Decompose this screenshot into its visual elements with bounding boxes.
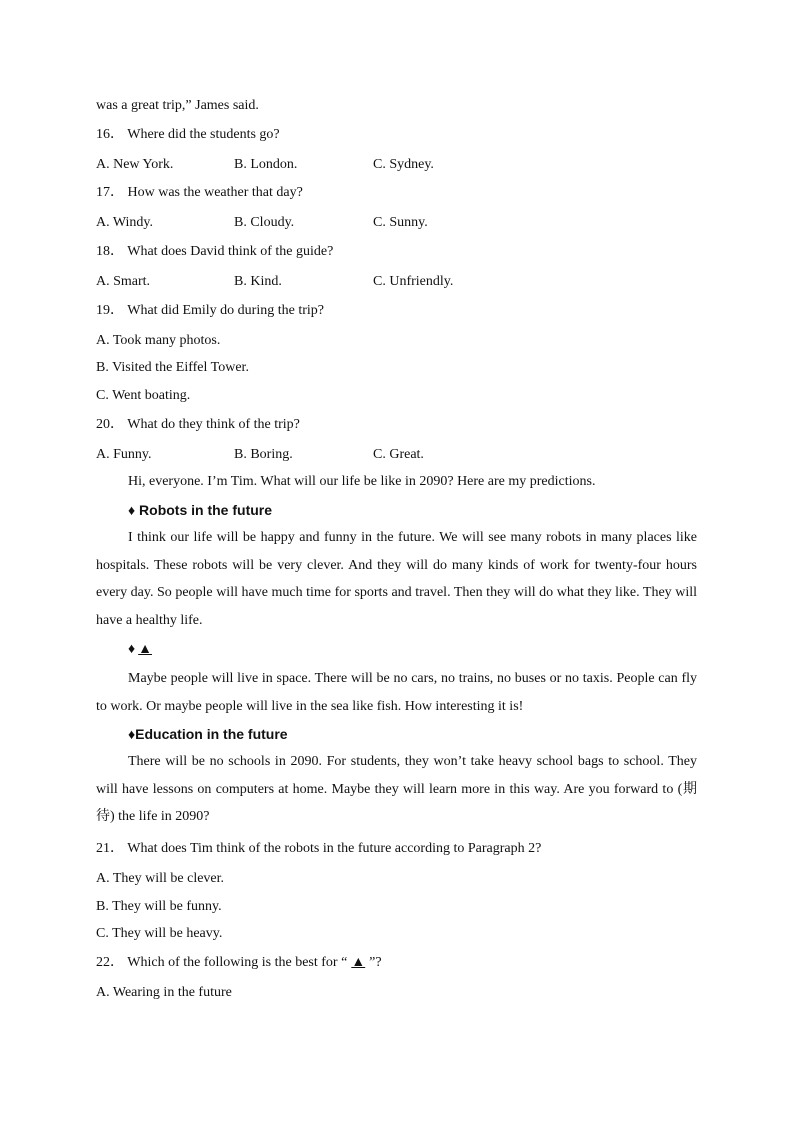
passage-tail-line: was a great trip,” James said. — [96, 98, 259, 113]
question-20: 20． What do they think of the trip? — [96, 417, 300, 432]
passage-intro: Hi, everyone. I’m Tim. What will our life be like in 2090? Here are my predictions. — [128, 474, 596, 489]
question-16: 16． Where did the students go? — [96, 127, 280, 142]
blank-triangle-icon: ▲ — [351, 955, 366, 970]
paragraph-living-text: Maybe people will live in space. There will be no cars, no trains, no buses or no taxis. People can fly to work. Or maybe people will live in the sea like fish. How interesting it is! — [96, 671, 697, 714]
q16-option-b: B. London. — [234, 157, 298, 172]
q21-option-a: A. They will be clever. — [96, 871, 225, 886]
q18-option-b: B. Kind. — [234, 274, 282, 289]
q22-prefix: 22． Which of the following is the best for “ — [96, 955, 348, 970]
q19-option-a: A. Took many photos. — [96, 333, 221, 348]
paragraph-education-text: There will be no schools in 2090. For students, they won’t take heavy school bags to school. They will have lessons on computers at home. Maybe they will learn more in this way. Are you forward to (期待) the life in 2090? — [96, 754, 697, 824]
q16-option-c: C. Sydney. — [373, 157, 434, 172]
paragraph-living — [96, 665, 697, 720]
q20-option-a: A. Funny. — [96, 447, 152, 462]
section-heading-blank — [128, 639, 155, 657]
q22-option-a: A. Wearing in the future — [96, 985, 232, 1000]
q21-option-c: C. They will be heavy. — [96, 926, 223, 941]
q20-option-b: B. Boring. — [234, 447, 293, 462]
q20-option-c: C. Great. — [373, 447, 424, 462]
q18-option-c: C. Unfriendly. — [373, 274, 454, 289]
section-heading-education: ♦Education in the future — [128, 726, 288, 742]
q16-option-a: A. New York. — [96, 157, 174, 172]
q17-option-b: B. Cloudy. — [234, 215, 295, 230]
q17-option-c: C. Sunny. — [373, 215, 428, 230]
paragraph-education — [96, 748, 697, 831]
paragraph-robots — [96, 524, 697, 634]
q19-option-b: B. Visited the Eiffel Tower. — [96, 360, 249, 375]
bullet-icon: ♦ — [128, 640, 136, 656]
q21-option-b: B. They will be funny. — [96, 899, 222, 914]
question-18: 18． What does David think of the guide? — [96, 244, 334, 259]
q17-option-a: A. Windy. — [96, 215, 153, 230]
q19-option-c: C. Went boating. — [96, 388, 191, 403]
section-heading-robots: ♦ Robots in the future — [128, 502, 273, 518]
question-21: 21． What does Tim think of the robots in the future according to Paragraph 2? — [96, 841, 542, 856]
blank-triangle-icon: ▲ — [138, 640, 153, 656]
q22-suffix: ”? — [369, 955, 382, 970]
question-22 — [96, 954, 382, 972]
paragraph-robots-text: I think our life will be happy and funny in the future. We will see many robots in many places like hospitals. These robots will be very clever. And they will do many kinds of work for twenty-four hours every day. So people will have much time for sports and travel. Then they will do what they like. They will have a healthy life. — [96, 530, 697, 628]
q18-option-a: A. Smart. — [96, 274, 151, 289]
question-19: 19． What did Emily do during the trip? — [96, 303, 324, 318]
question-17: 17． How was the weather that day? — [96, 185, 303, 200]
